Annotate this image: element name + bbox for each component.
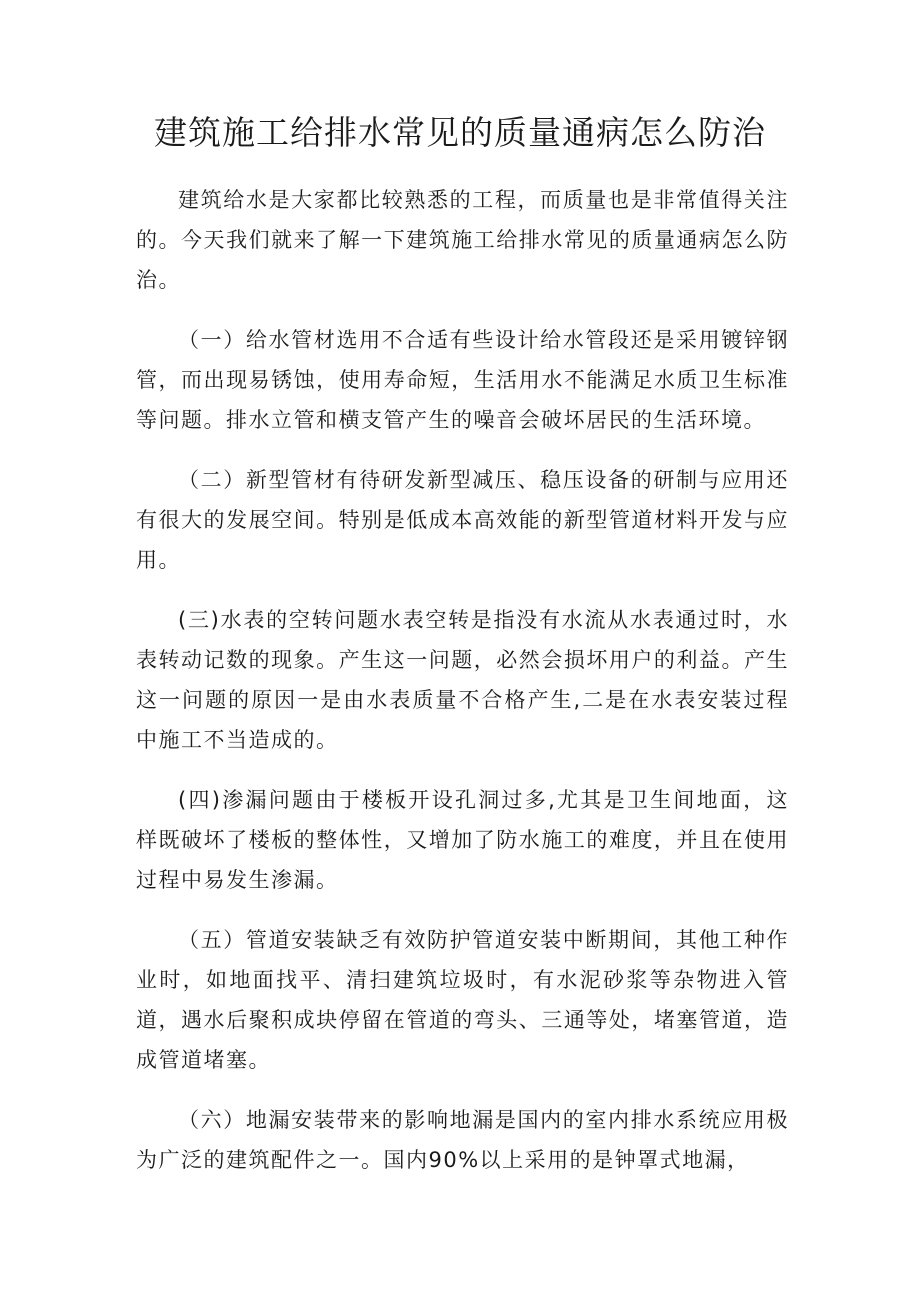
document-body <box>136 180 789 1200</box>
paragraph-intro: 建筑给水是大家都比较熟悉的工程，而质量也是非常值得关注的。今天我们就来了解一下建筑施工给排水常见的质量通病怎么防治。 <box>136 188 789 292</box>
paragraph-section-1: （一）给水管材选用不合适有些设计给水管段还是采用镀锌钢管，而出现易锈蚀，使用寿命短，生活用水不能满足水质卫生标准等问题。排水立管和横支管产生的噪音会破坏居民的生活环境。 <box>136 328 789 432</box>
paragraph-section-2: （二）新型管材有待研发新型减压、稳压设备的研制与应用还有很大的发展空间。特别是低成本高效能的新型管道材料开发与应用。 <box>136 468 789 572</box>
document-title: 建筑施工给排水常见的质量通病怎么防治 <box>154 113 766 152</box>
paragraph-section-6: （六）地漏安装带来的影响地漏是国内的室内排水系统应用极为广泛的建筑配件之一。国内90%以上采用的是钟罩式地漏， <box>136 1108 789 1172</box>
paragraph-section-4: (四)渗漏问题由于楼板开设孔洞过多,尤其是卫生间地面，这样既破坏了楼板的整体性，又增加了防水施工的难度，并且在使用过程中易发生渗漏。 <box>136 788 789 892</box>
paragraph-section-5: （五）管道安装缺乏有效防护管道安装中断期间，其他工种作业时，如地面找平、清扫建筑垃圾时，有水泥砂浆等杂物进入管道，遇水后聚积成块停留在管道的弯头、三通等处，堵塞管道，造成管道堵塞。 <box>136 928 789 1072</box>
paragraph-section-3: (三)水表的空转问题水表空转是指没有水流从水表通过时，水表转动记数的现象。产生这一问题，必然会损坏用户的利益。产生这一问题的原因一是由水表质量不合格产生,二是在水表安装过程中施工不当造成的。 <box>136 608 789 752</box>
